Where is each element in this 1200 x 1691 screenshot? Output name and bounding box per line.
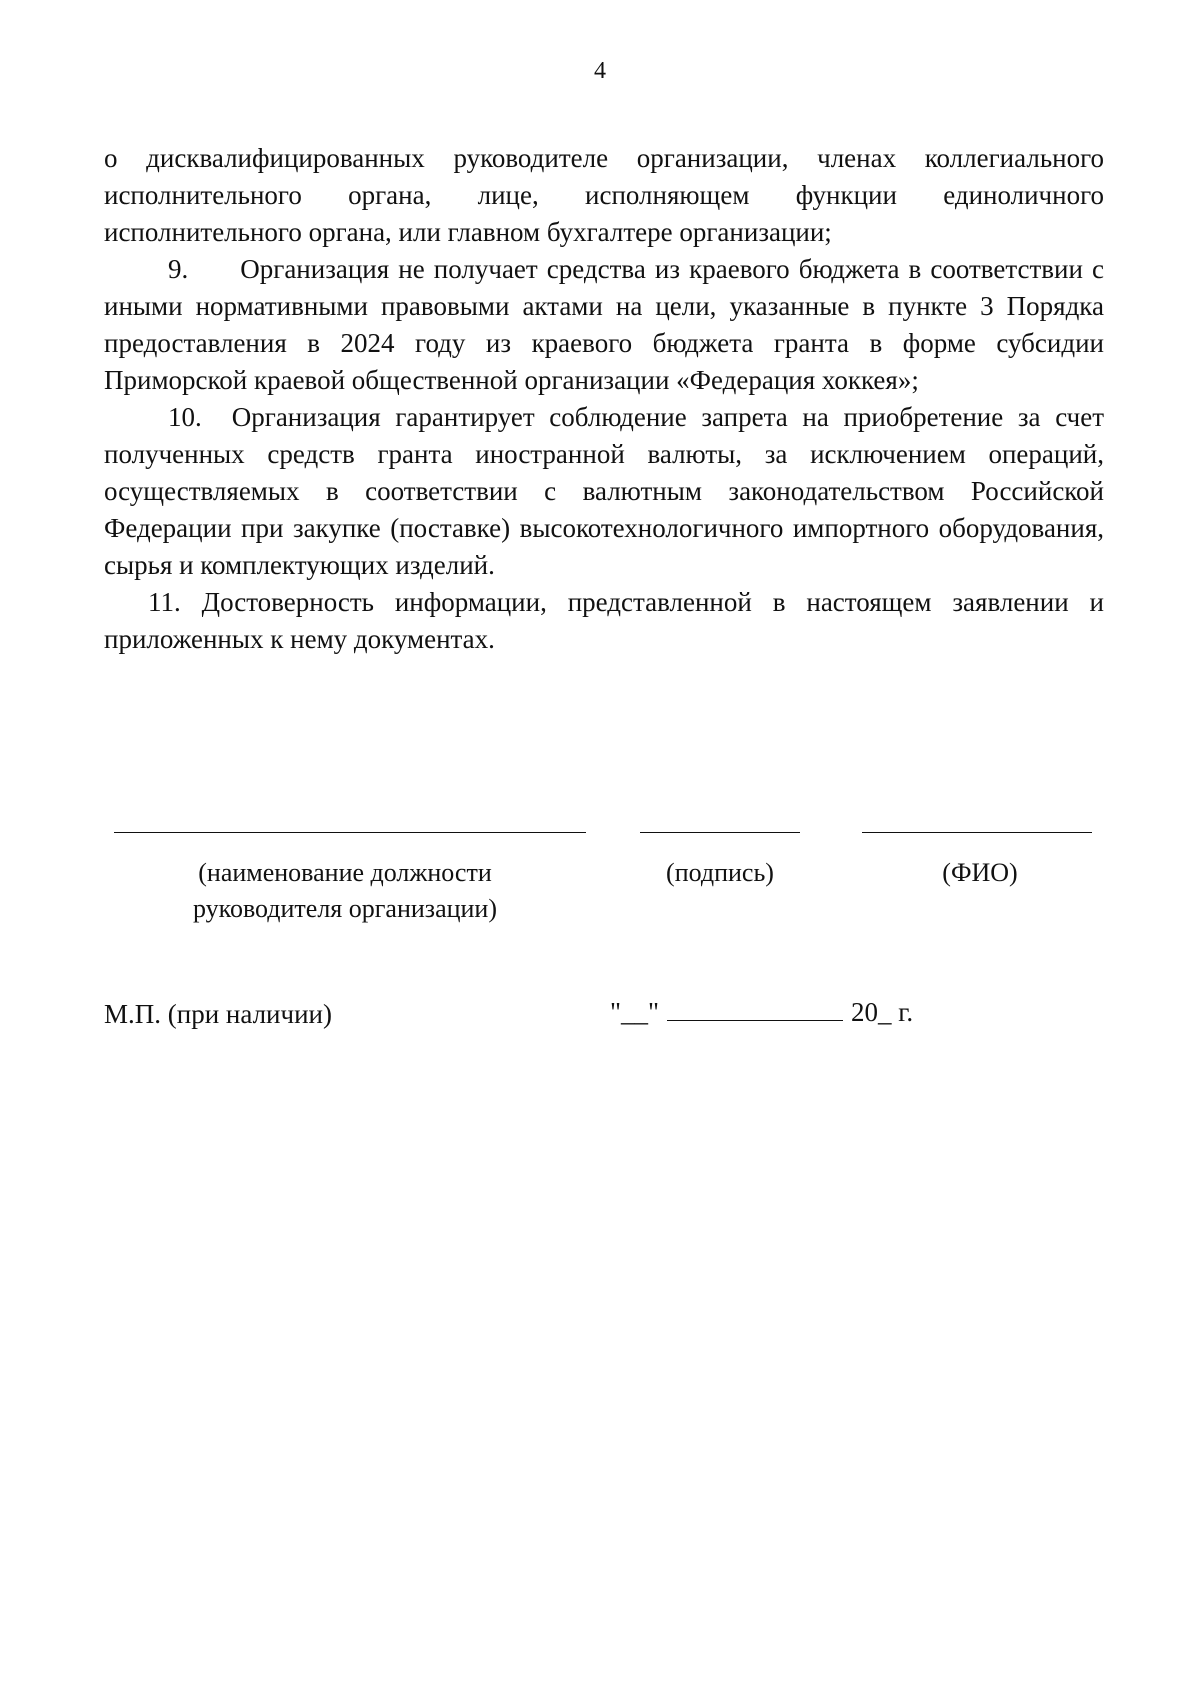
paragraph-11-number: 11. bbox=[148, 587, 181, 617]
position-signature-line bbox=[114, 832, 586, 833]
document-body bbox=[104, 140, 1104, 658]
name-signature-line bbox=[862, 832, 1092, 833]
name-caption: (ФИО) bbox=[942, 858, 1018, 887]
paragraph-11 bbox=[104, 584, 1104, 658]
date-field bbox=[610, 994, 913, 1030]
paragraph-10-text: Организация гарантирует соблюдение запрета на приобретение за счет полученных средств гранта иностранной валюты, за исключением операций, осуществляемых в соответствии с валютным законодательством Российской Федерации при закупке (поставке) высокотехнологичного импортного оборудования, сырья и комплектующих изделий. bbox=[104, 402, 1104, 580]
date-month-blank bbox=[667, 994, 843, 1021]
paragraph-10 bbox=[104, 399, 1104, 584]
page-number: 4 bbox=[594, 58, 606, 84]
paragraph-intro: о дисквалифицированных руководителе организации, членах коллегиального исполнительного органа, лице, исполняющем функции единоличного исполнительного органа, или главном бухгалтере организации; bbox=[104, 143, 1104, 247]
position-caption: (наименование должности руководителя организации) bbox=[192, 858, 498, 923]
paragraph-9-number: 9. bbox=[168, 254, 189, 284]
paragraph-9 bbox=[104, 251, 1104, 399]
signature-line bbox=[640, 832, 800, 833]
stamp-label: М.П. (при наличии) bbox=[104, 999, 332, 1029]
date-year: 20_ г. bbox=[851, 997, 914, 1027]
paragraph-9-text: Организация не получает средства из краевого бюджета в соответствии с иными нормативными правовыми актами на цели, указанные в пункте 3 Порядка предоставления в 2024 году из краевого бюджета гранта в форме субсидии Приморской краевой общественной организации «Федерация хоккея»; bbox=[104, 254, 1104, 395]
paragraph-10-number: 10. bbox=[168, 402, 202, 432]
paragraph-11-text: Достоверность информации, представленной в настоящем заявлении и приложенных к нему документах. bbox=[104, 587, 1105, 654]
signature-caption: (подпись) bbox=[666, 858, 774, 887]
date-day: "__" bbox=[610, 997, 660, 1027]
